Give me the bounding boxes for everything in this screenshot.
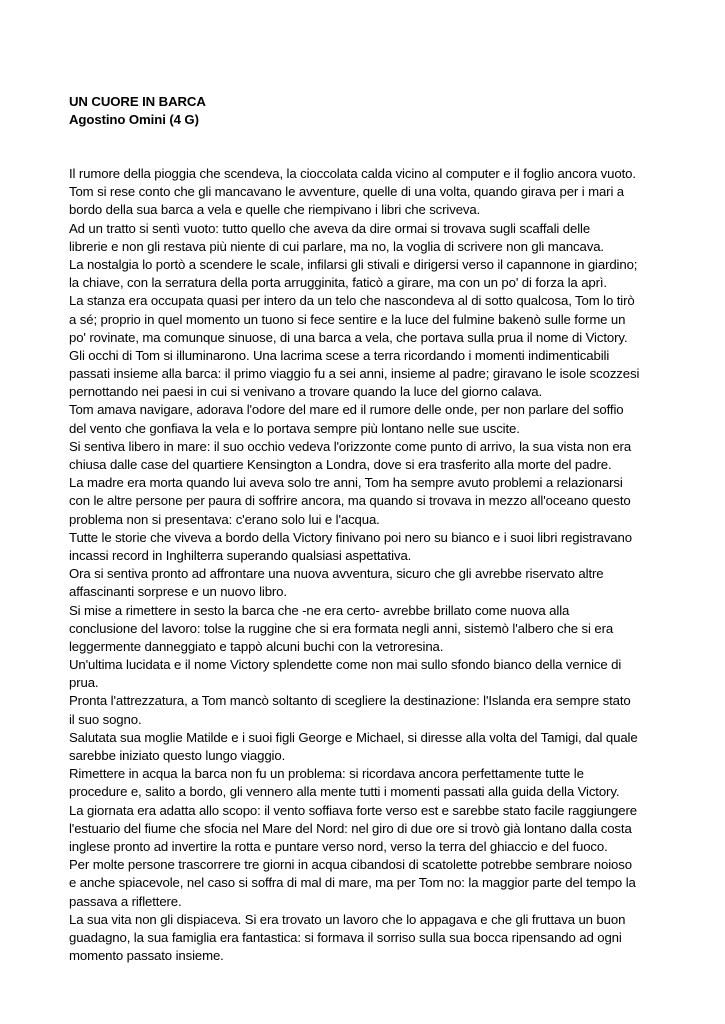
text-line: La madre era morta quando lui aveva solo tre anni, Tom ha sempre avuto problemi a relazionarsi bbox=[69, 475, 623, 491]
text-line: affascinanti sorprese e un nuovo libro. bbox=[69, 584, 287, 600]
text-line: la chiave, con la serratura della porta arrugginita, faticò a girare, ma con un po' di forza la aprì. bbox=[69, 275, 607, 291]
story-author: Agostino Omini (4 G) bbox=[69, 112, 199, 127]
text-line: pernottando nei paesi in cui si venivano a trovare quando la luce del giorno calava. bbox=[69, 384, 543, 400]
text-line: La giornata era adatta allo scopo: il vento soffiava forte verso est e sarebbe stato facile raggiungere bbox=[69, 802, 638, 818]
text-line: Un'ultima lucidata e il nome Victory splendette come non mai sullo sfondo bianco della vernice di bbox=[69, 657, 622, 673]
text-line: guadagno, la sua famiglia era fantastica: si formava il sorriso sulla sua bocca ripensando ad ogni bbox=[69, 929, 622, 945]
text-line: po' rovinate, ma comunque sinuose, di una barca a vela, che portava sulla prua il nome di Victory. bbox=[69, 329, 628, 345]
text-line: leggermente danneggiato e tappò alcuni buchi con la vetroresina. bbox=[69, 638, 444, 654]
text-line: bordo della sua barca a vela e quelle che riempivano i libri che scriveva. bbox=[69, 202, 481, 218]
text-line: Per molte persone trascorrere tre giorni in acqua cibandosi di scatolette potrebbe sembrare noioso bbox=[69, 857, 632, 873]
text-line: prua. bbox=[69, 675, 99, 691]
text-line: Gli occhi di Tom si illuminarono. Una lacrima scese a terra ricordando i momenti indimenticabili bbox=[69, 347, 610, 363]
text-line: Ora si sentiva pronto ad affrontare una nuova avventura, sicuro che gli avrebbe riservato altre bbox=[69, 566, 604, 582]
text-line: conclusione del lavoro: tolse la ruggine che si era formata negli anni, sistemò l'albero che si era bbox=[69, 620, 614, 636]
text-line: del vento che gonfiava la vela e lo portava sempre più lontano nelle sue uscite. bbox=[69, 420, 520, 436]
text-line: con le altre persone per paura di soffrire ancora, ma quando si trovava in mezzo all'oceano questo bbox=[69, 493, 631, 509]
text-line: Tom amava navigare, adorava l'odore del mare ed il rumore delle onde, per non parlare del soffio bbox=[69, 402, 624, 418]
story-title: UN CUORE IN BARCA bbox=[69, 94, 206, 109]
text-line: La stanza era occupata quasi per intero da un telo che nascondeva al di sotto qualcosa, Tom lo tirò bbox=[69, 293, 635, 309]
text-line: Si mise a rimettere in sesto la barca che -ne era certo- avrebbe brillato come nuova alla bbox=[69, 602, 570, 618]
text-line: e anche spiacevole, nel caso si soffra di mal di mare, ma per Tom no: la maggior parte del tempo la bbox=[69, 875, 636, 891]
text-line: inglese pronto ad invertire la rotta e puntare verso nord, verso la terra del ghiaccio e del fuoco. bbox=[69, 838, 608, 854]
text-line: librerie e non gli restava più niente di cui parlare, ma no, la voglia di scrivere non gli mancava. bbox=[69, 238, 604, 254]
text-line: procedure e, salito a bordo, gli vennero alla mente tutti i momenti passati alla guida della Victory. bbox=[69, 784, 620, 800]
text-line: a sé; proprio in quel momento un tuono si fece sentire e la luce del fulmine bakenò sulle forme un bbox=[69, 311, 626, 327]
text-line: il suo sogno. bbox=[69, 711, 142, 727]
document-content bbox=[69, 93, 669, 965]
text-line: Ad un tratto si sentì vuoto: tutto quello che aveva da dire ormai si trovava sugli scaffali delle bbox=[69, 220, 591, 236]
text-line: sarebbe iniziato questo lungo viaggio. bbox=[69, 748, 286, 763]
text-line: incassi record in Inghilterra superando qualsiasi aspettativa. bbox=[69, 547, 412, 563]
text-line: La nostalgia lo portò a scendere le scale, infilarsi gli stivali e dirigersi verso il capannone in giardino; bbox=[69, 256, 638, 272]
text-line: chiusa dalle case del quartiere Kensington a Londra, dove si era trasferito alla morte del padre. bbox=[69, 457, 612, 472]
text-line: Tutte le storie che viveva a bordo della Victory finivano poi nero su bianco e i suoi libri registravano bbox=[69, 529, 632, 545]
text-line: La sua vita non gli dispiaceva. Si era trovato un lavoro che lo appagava e che gli fruttava un buon bbox=[69, 911, 626, 927]
text-line: passava a riflettere. bbox=[69, 893, 182, 909]
text-line: Si sentiva libero in mare: il suo occhio vedeva l'orizzonte come punto di arrivo, la sua vista non era bbox=[69, 438, 632, 454]
text-line: Rimettere in acqua la barca non fu un problema: si ricordava ancora perfettamente tutte le bbox=[69, 766, 584, 782]
text-line: l'estuario del fiume che sfocia nel Mare del Nord: nel giro di due ore si trovò già lontano dalla costa bbox=[69, 820, 632, 836]
story-body bbox=[69, 165, 669, 965]
text-line: momento passato insieme. bbox=[69, 948, 224, 964]
text-line: Salutata sua moglie Matilde e i suoi figli George e Michael, si diresse alla volta del Tamigi, dal quale bbox=[69, 729, 638, 745]
text-line: Tom si rese conto che gli mancavano le avventure, quelle di una volta, quando girava per i mari a bbox=[69, 184, 625, 200]
text-line: Pronta l'attrezzatura, a Tom mancò soltanto di scegliere la destinazione: l'Islanda era sempre stato bbox=[69, 693, 631, 709]
text-line: problema non si presentava: c'erano solo lui e l'acqua. bbox=[69, 511, 380, 527]
text-line: Il rumore della pioggia che scendeva, la cioccolata calda vicino al computer e il foglio ancora vuoto. bbox=[69, 166, 636, 181]
text-line: passati insieme alla barca: il primo viaggio fu a sei anni, insieme al padre; giravano le isole scozzesi bbox=[69, 366, 640, 382]
